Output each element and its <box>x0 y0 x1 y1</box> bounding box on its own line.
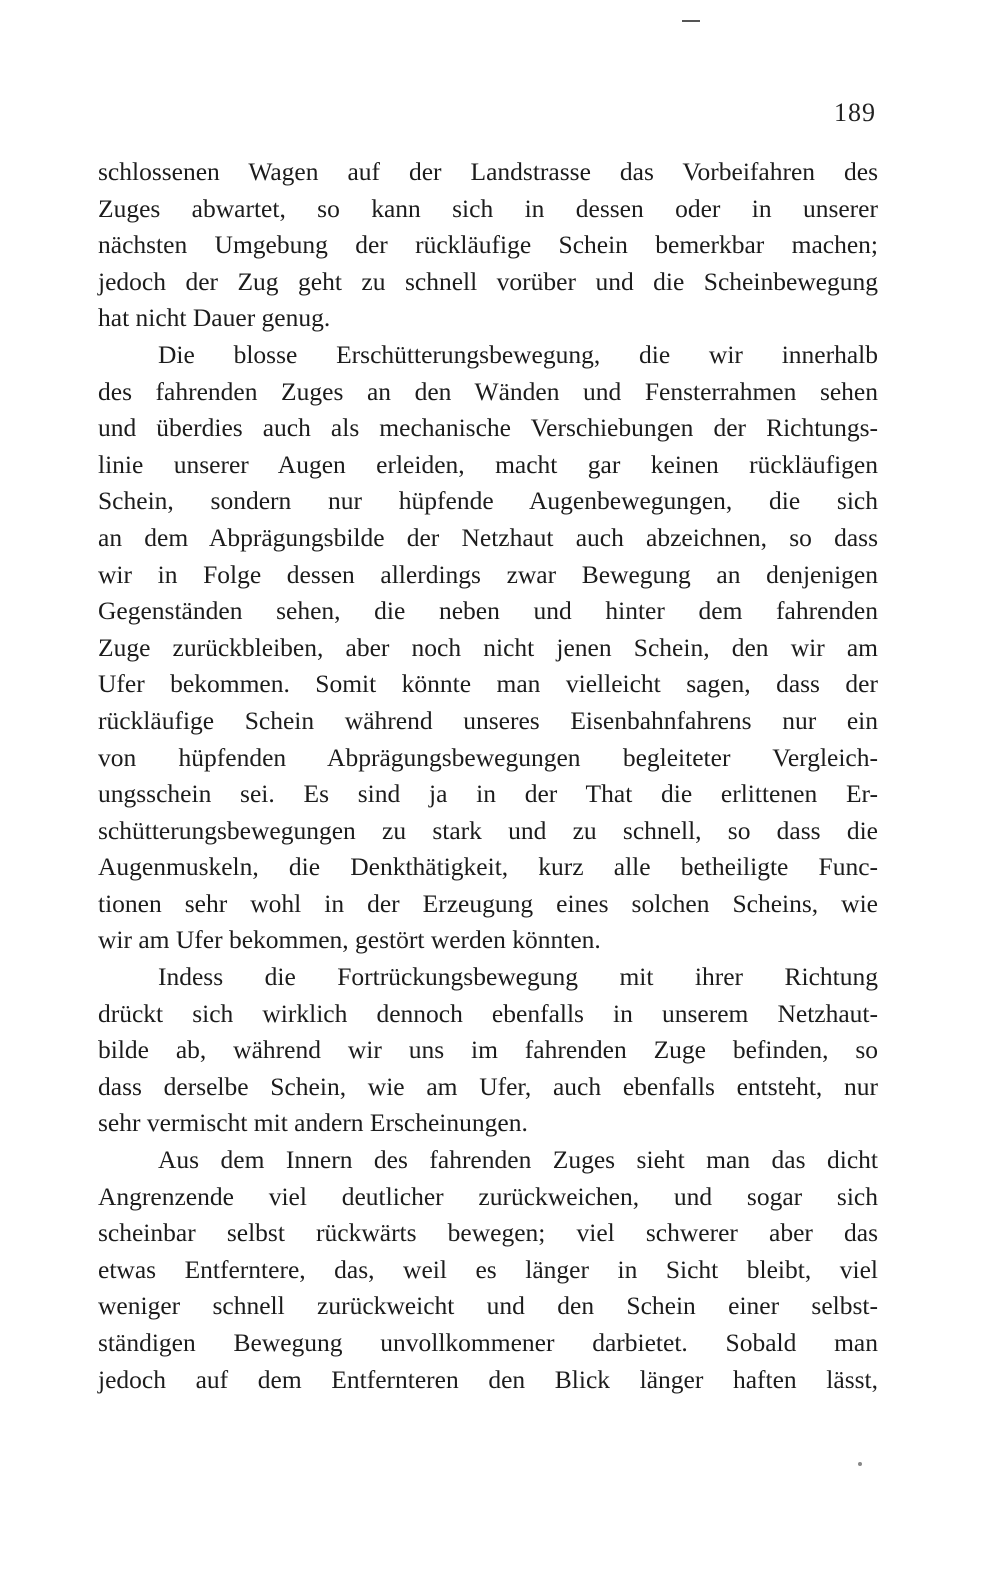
text-line: von hüpfenden Abprägungsbewegungen begleiteter Vergleich- <box>98 742 878 772</box>
text-line: scheinbar selbst rückwärts bewegen; viel schwerer aber das <box>98 1218 878 1248</box>
text-line: Augenmuskeln, die Denkthätigkeit, kurz alle betheiligte Func- <box>98 852 878 882</box>
text-line: Die blosse Erschütterungsbewegung, die wir innerhalb <box>158 339 878 369</box>
text-line: Schein, sondern nur hüpfende Augenbewegungen, die sich <box>98 486 878 516</box>
scan-speck <box>858 1462 862 1466</box>
text-line: nächsten Umgebung der rückläufige Schein bemerkbar machen; <box>98 230 878 260</box>
text-line: Aus dem Innern des fahrenden Zuges sieht man das dicht <box>158 1145 878 1175</box>
text-line: des fahrenden Zuges an den Wänden und Fensterrahmen sehen <box>98 376 878 406</box>
text-line: bilde ab, während wir uns im fahrenden Zuge befinden, so <box>98 1035 878 1065</box>
text-line: Ufer bekommen. Somit könnte man vielleicht sagen, dass der <box>98 669 878 699</box>
text-line: sehr vermischt mit andern Erscheinungen. <box>98 1108 528 1138</box>
scan-mark <box>682 20 700 22</box>
text-line: jedoch auf dem Entfernteren den Blick länger haften lässt, <box>98 1364 878 1394</box>
text-line: und überdies auch als mechanische Verschiebungen der Richtungs- <box>98 413 878 443</box>
text-line: hat nicht Dauer genug. <box>98 303 331 333</box>
text-line: drückt sich wirklich dennoch ebenfalls in unserem Netzhaut- <box>98 998 878 1028</box>
text-line: weniger schnell zurückweicht und den Schein einer selbst- <box>98 1291 878 1321</box>
text-line: linie unserer Augen erleiden, macht gar keinen rückläufigen <box>98 449 878 479</box>
body-text <box>98 154 878 1398</box>
text-line: wir in Folge dessen allerdings zwar Bewegung an denjenigen <box>98 559 878 589</box>
text-line: Indess die Fortrückungsbewegung mit ihrer Richtung <box>158 962 878 992</box>
text-line: etwas Entferntere, das, weil es länger in Sicht bleibt, viel <box>98 1254 878 1284</box>
text-line: dass derselbe Schein, wie am Ufer, auch ebenfalls entsteht, nur <box>98 1071 878 1101</box>
text-line: schütterungsbewegungen zu stark und zu schnell, so dass die <box>98 815 878 845</box>
text-line: Angrenzende viel deutlicher zurückweichen, und sogar sich <box>98 1181 878 1211</box>
text-line: rückläufige Schein während unseres Eisenbahnfahrens nur ein <box>98 705 878 735</box>
page-number: 189 <box>834 98 876 127</box>
text-line: Zuges abwartet, so kann sich in dessen oder in unserer <box>98 193 878 223</box>
text-line: ungsschein sei. Es sind ja in der That die erlittenen Er- <box>98 779 878 809</box>
text-line: Zuge zurückbleiben, aber noch nicht jenen Schein, den wir am <box>98 632 878 662</box>
text-line: wir am Ufer bekommen, gestört werden könnten. <box>98 925 601 955</box>
text-line: tionen sehr wohl in der Erzeugung eines solchen Scheins, wie <box>98 888 878 918</box>
text-line: jedoch der Zug geht zu schnell vorüber und die Scheinbewegung <box>98 266 878 296</box>
text-line: ständigen Bewegung unvollkommener darbietet. Sobald man <box>98 1328 878 1357</box>
text-line: schlossenen Wagen auf der Landstrasse das Vorbeifahren des <box>98 157 878 186</box>
text-line: Gegenständen sehen, die neben und hinter dem fahrenden <box>98 596 878 626</box>
text-line: an dem Abprägungsbilde der Netzhaut auch abzeichnen, so dass <box>98 522 878 552</box>
